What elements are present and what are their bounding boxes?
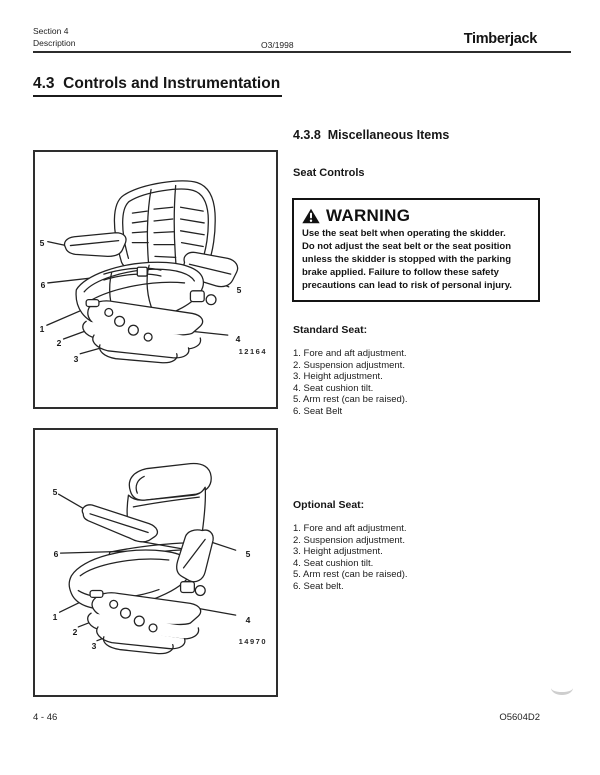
page-number: 4 - 46 (33, 712, 58, 723)
callout-5-left: 5 (39, 238, 45, 248)
warning-triangle-icon (302, 208, 320, 224)
callout-6: 6 (53, 549, 59, 559)
list-item: 6. Seat belt. (293, 580, 344, 592)
standard-seat-list (293, 348, 408, 418)
list-item: 3. Height adjustment. (293, 371, 383, 383)
warning-text (302, 228, 530, 293)
callout-5-left: 5 (52, 487, 58, 497)
figure-box-optional-seat (33, 428, 278, 697)
list-item: 5. Arm rest (can be raised). (293, 569, 408, 581)
header-rule (33, 51, 571, 53)
figure-box-standard-seat (33, 150, 278, 409)
edition-date: O3/1998 (261, 40, 294, 50)
callout-4: 4 (245, 615, 251, 625)
callout-5-right: 5 (236, 285, 242, 295)
optional-seat-list (293, 523, 408, 593)
section-title: Description (33, 37, 76, 48)
optional-seat-illustration (35, 430, 276, 695)
warning-text-line: unless the skidder is stopped with the parking (302, 253, 512, 265)
page-title: 4.3 Controls and Instrumentation (33, 75, 282, 97)
seat-controls-heading: Seat Controls (293, 167, 365, 179)
optional-seat-heading: Optional Seat: (293, 499, 365, 511)
list-item: 5. Arm rest (can be raised). (293, 394, 408, 406)
list-item: 2. Suspension adjustment. (293, 359, 405, 371)
scan-smudge (551, 681, 573, 695)
callout-1: 1 (52, 612, 58, 622)
subsection-title: 4.3.8 Miscellaneous Items (293, 128, 450, 142)
section-number: Section 4 (33, 26, 69, 36)
callout-2: 2 (72, 627, 78, 637)
document-code: O5604D2 (499, 712, 540, 723)
callout-3: 3 (73, 354, 79, 364)
warning-box (292, 198, 540, 302)
callout-1: 1 (39, 324, 45, 334)
list-item: 4. Seat cushion tilt. (293, 382, 374, 394)
list-item: 4. Seat cushion tilt. (293, 557, 374, 569)
warning-text-line: Use the seat belt when operating the skidder. (302, 228, 506, 239)
list-item: 1. Fore and aft adjustment. (293, 523, 407, 534)
warning-text-line: brake applied. Failure to follow these safety (302, 266, 499, 278)
warning-header (302, 206, 530, 226)
standard-seat-illustration (35, 152, 276, 407)
list-item: 6. Seat Belt (293, 405, 343, 417)
figure-number: 12164 (238, 347, 267, 356)
list-item: 1. Fore and aft adjustment. (293, 348, 407, 359)
callout-6: 6 (40, 280, 46, 290)
header-section-label (33, 26, 76, 49)
figure-number: 14970 (238, 637, 267, 646)
callout-3: 3 (91, 641, 97, 651)
callout-5-right: 5 (245, 549, 251, 559)
warning-text-line: precautions can lead to risk of personal injury. (302, 279, 512, 291)
warning-text-line: Do not adjust the seat belt or the seat position (302, 240, 512, 252)
warning-title: WARNING (326, 206, 411, 225)
callout-4: 4 (235, 334, 241, 344)
list-item: 2. Suspension adjustment. (293, 534, 405, 546)
callout-2: 2 (56, 338, 62, 348)
brand-wordmark: Timberjack (463, 31, 537, 47)
list-item: 3. Height adjustment. (293, 546, 383, 558)
standard-seat-heading: Standard Seat: (293, 324, 368, 336)
